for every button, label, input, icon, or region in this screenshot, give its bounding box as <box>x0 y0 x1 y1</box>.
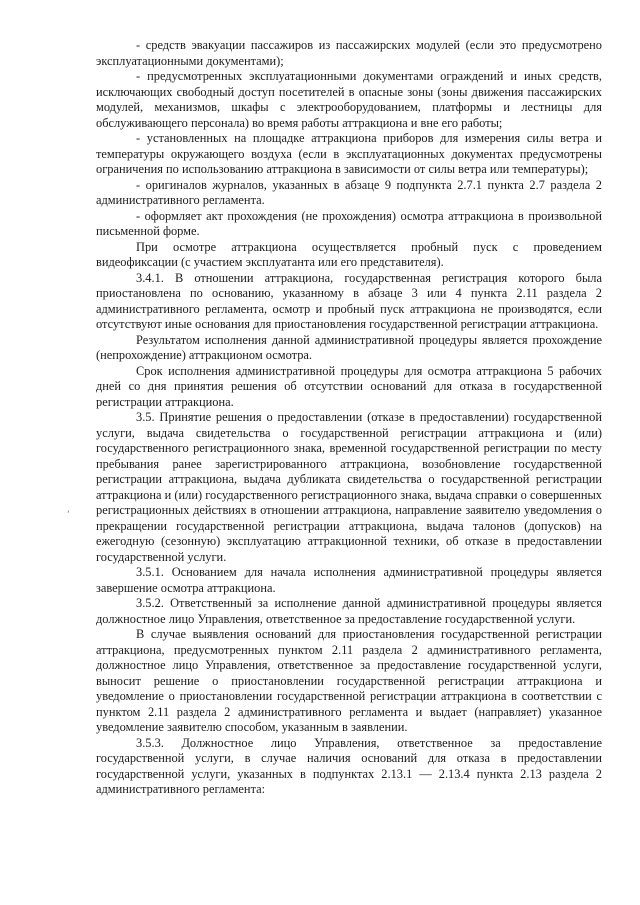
paragraph-suspension: В случае выявления оснований для приостановления государственной регистрации аттракциона, предусмотренных пунктом 2.11 раздела 2 административного регламента, должностное лицо Управления, ответственное за предоставление государственной услуги, выносит решение о приостановлении государственной регистрации аттракциона и уведомление о приостановлении государственной регистрации аттракциона в соответствии с пунктом 2.11 раздела 2 административного регламента и выдает (направляет) указанное уведомление заявителю способом, указанным в заявлении. <box>96 627 602 734</box>
paragraph-wind-instruments: - установленных на площадке аттракциона приборов для измерения силы ветра и температуры окружающего воздуха (если в эксплуатационных документах предусмотрены ограничения по использованию аттракциона в зависимости от силы ветра или температуры); <box>96 131 602 176</box>
paragraph-3-5: 3.5. Принятие решения о предоставлении (отказе в предоставлении) государственной услуги, выдача свидетельства о государственной регистрации аттракциона и (или) государственного регистрационного знака, временной государственной регистрации по месту пребывания ранее зарегистрированного аттракциона, возобновление государственной регистрации аттракциона, выдача дубликата свидетельства о государственной регистрации аттракциона и (или) государственного регистрационного знака, выдача справки о совершенных регистрационных действиях в отношении аттракциона, направление заявителю уведомления о прекращении государственной регистрации аттракциона, выдача талонов (допусков) на ежегодную (сезонную) эксплуатацию аттракционной техники, об отказе в предоставлении государственной услуги. <box>96 410 602 564</box>
paragraph-3-5-1: 3.5.1. Основанием для начала исполнения административной процедуры является завершение осмотра аттракциона. <box>96 565 602 595</box>
paragraph-journals: - оригиналов журналов, указанных в абзаце 9 подпункта 2.7.1 пункта 2.7 раздела 2 административного регламента. <box>96 177 602 207</box>
paragraph-inspection-act: - оформляет акт прохождения (не прохождения) осмотра аттракциона в произвольной письменной форме. <box>96 208 602 238</box>
paragraph-3-5-2: 3.5.2. Ответственный за исполнение данной административной процедуры является должностное лицо Управления, ответственное за предоставление государственной услуги. <box>96 596 602 626</box>
paragraph-3-5-3: 3.5.3. Должностное лицо Управления, ответственное за предоставление государственной услуги, в случае наличия оснований для отказа в предоставлении государственной услуги, указанных в подпунктах 2.13.1 — 2.13.4 пункта 2.13 раздела 2 административного регламента: <box>96 735 602 796</box>
paragraph-result: Результатом исполнения данной административной процедуры является прохождение (непрохождение) аттракционом осмотра. <box>96 332 602 362</box>
document-body <box>96 38 602 798</box>
margin-mark: ‘ <box>67 510 70 520</box>
paragraph-fences: - предусмотренных эксплуатационными документами ограждений и иных средств, исключающих свободный доступ посетителей в опасные зоны (зоны движения пассажирских модулей, механизмов, шкафы с электрооборудованием, платформы и лестницы для обслуживающего персонала) во время работы аттракциона и вне его работы; <box>96 69 602 130</box>
paragraph-deadline: Срок исполнения административной процедуры для осмотра аттракциона 5 рабочих дней со дня принятия решения об отсутствии оснований для отказа в государственной регистрации аттракциона. <box>96 363 602 409</box>
paragraph-trial-run: При осмотре аттракциона осуществляется пробный пуск с проведением видеофиксации (с участием эксплуатанта или его представителя). <box>96 239 602 269</box>
paragraph-3-4-1: 3.4.1. В отношении аттракциона, государственная регистрация которого была приостановлена по основанию, указанному в абзаце 3 или 4 пункта 2.11 раздела 2 административного регламента, осмотр и пробный пуск аттракциона не производятся, если отсутствуют иные основания для приостановления государственной регистрации аттракциона. <box>96 270 602 331</box>
paragraph-evacuation-means: - средств эвакуации пассажиров из пассажирских модулей (если это предусмотрено эксплуатационными документами); <box>96 38 602 68</box>
